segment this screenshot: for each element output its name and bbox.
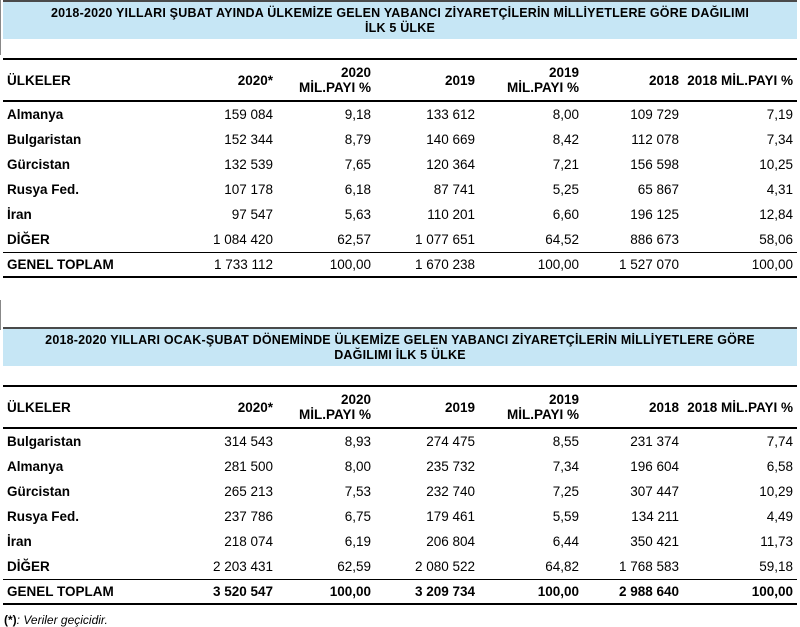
value-cell: 281 500 xyxy=(224,459,273,474)
value-cell: 10,25 xyxy=(759,157,793,172)
table-row xyxy=(3,127,797,152)
left-edge-line xyxy=(0,0,1,55)
value-cell: 12,84 xyxy=(759,207,793,222)
title-line-1: 2018-2020 YILLARI OCAK-ŞUBAT DÖNEMİNDE ÜLKEMİZE GELEN YABANCI ZİYARETÇİLERİN MİLLİYETLERE GÖRE xyxy=(45,333,755,347)
header-share-2018: 2018 MİL.PAYI % xyxy=(687,399,793,415)
header-2020: 2020* xyxy=(237,399,273,415)
value-cell: 4,49 xyxy=(766,509,793,524)
value-cell: 3 209 734 xyxy=(375,580,479,605)
value-cell: 9,18 xyxy=(344,107,371,122)
country-cell: DİĞER xyxy=(7,559,50,574)
footnote xyxy=(4,613,108,627)
table-block-february xyxy=(3,0,797,278)
header-share-2020: 2020 MİL.PAYI % xyxy=(298,65,371,95)
value-cell: 5,25 xyxy=(552,182,579,197)
value-cell: 11,73 xyxy=(760,534,793,549)
header-country: ÜLKELER xyxy=(7,399,71,415)
value-cell: 152 344 xyxy=(224,132,273,147)
visitors-table xyxy=(3,58,797,278)
header-2020: 2020* xyxy=(237,72,273,88)
value-cell: 133 612 xyxy=(426,107,475,122)
value-cell: 159 084 xyxy=(224,107,273,122)
value-cell: 8,79 xyxy=(344,132,371,147)
table-row xyxy=(3,479,797,504)
header-row xyxy=(3,386,797,428)
value-cell: 274 475 xyxy=(426,434,475,449)
value-cell: 7,19 xyxy=(766,107,793,122)
table-title xyxy=(3,0,797,39)
country-cell: Rusya Fed. xyxy=(7,509,80,524)
table-row xyxy=(3,504,797,529)
value-cell: 2 988 640 xyxy=(583,580,683,605)
value-cell: 64,52 xyxy=(545,232,579,247)
value-cell: 97 547 xyxy=(231,207,273,222)
footnote-text: : Veriler geçicidir. xyxy=(16,613,108,627)
value-cell: 7,25 xyxy=(552,484,579,499)
left-edge-line xyxy=(0,300,1,330)
value-cell: 59,18 xyxy=(759,559,793,574)
header-row xyxy=(3,59,797,101)
country-cell: İran xyxy=(7,534,32,549)
value-cell: 7,21 xyxy=(552,157,579,172)
value-cell: 314 543 xyxy=(224,434,273,449)
country-cell: İran xyxy=(7,207,32,222)
value-cell: 132 539 xyxy=(224,157,273,172)
table-row xyxy=(3,428,797,454)
value-cell: 109 729 xyxy=(630,107,679,122)
value-cell: 1 084 420 xyxy=(212,232,273,247)
footnote-mark: (*) xyxy=(4,613,17,627)
country-cell: Gürcistan xyxy=(7,157,71,172)
header-share-2019: 2019 MİL.PAYI % xyxy=(506,392,579,422)
country-cell: Rusya Fed. xyxy=(7,182,80,197)
total-row xyxy=(3,580,797,605)
value-cell: 7,34 xyxy=(552,459,579,474)
value-cell: 232 740 xyxy=(426,484,475,499)
value-cell: 1 733 112 xyxy=(179,253,277,278)
value-cell: 265 213 xyxy=(224,484,273,499)
value-cell: 134 211 xyxy=(631,509,679,524)
value-cell: 7,65 xyxy=(344,157,371,172)
header-share-2020: 2020 MİL.PAYI % xyxy=(298,392,371,422)
value-cell: 62,59 xyxy=(337,559,371,574)
country-cell: Bulgaristan xyxy=(7,434,82,449)
value-cell: 7,34 xyxy=(766,132,793,147)
value-cell: 7,53 xyxy=(344,484,371,499)
value-cell: 3 520 547 xyxy=(179,580,277,605)
value-cell: 2 203 431 xyxy=(212,559,273,574)
value-cell: 8,42 xyxy=(552,132,579,147)
title-line-2: DAĞILIMI İLK 5 ÜLKE xyxy=(334,348,466,362)
value-cell: 1 527 070 xyxy=(583,253,683,278)
value-cell: 7,74 xyxy=(766,434,793,449)
value-cell: 231 374 xyxy=(630,434,679,449)
value-cell: 1 077 651 xyxy=(414,232,475,247)
value-cell: 58,06 xyxy=(759,232,793,247)
table-row xyxy=(3,152,797,177)
value-cell: 100,00 xyxy=(479,253,583,278)
value-cell: 206 804 xyxy=(426,534,475,549)
header-2018: 2018 xyxy=(648,399,679,415)
value-cell: 196 125 xyxy=(630,207,679,222)
value-cell: 100,00 xyxy=(683,580,797,605)
value-cell: 6,44 xyxy=(552,534,579,549)
value-cell: 218 074 xyxy=(224,534,273,549)
value-cell: 6,60 xyxy=(552,207,579,222)
value-cell: 120 364 xyxy=(426,157,475,172)
country-cell: Almanya xyxy=(7,459,64,474)
value-cell: 307 447 xyxy=(630,484,679,499)
header-2019: 2019 xyxy=(444,399,475,415)
value-cell: 87 741 xyxy=(433,182,475,197)
table-title xyxy=(3,327,797,366)
value-cell: 6,75 xyxy=(344,509,371,524)
value-cell: 10,29 xyxy=(759,484,793,499)
header-2019: 2019 xyxy=(444,72,475,88)
value-cell: 1 670 238 xyxy=(375,253,479,278)
country-cell: GENEL TOPLAM xyxy=(3,253,179,278)
value-cell: 4,31 xyxy=(766,182,793,197)
country-cell: Bulgaristan xyxy=(7,132,82,147)
value-cell: 6,58 xyxy=(766,459,793,474)
header-share-2018: 2018 MİL.PAYI % xyxy=(687,72,793,88)
value-cell: 8,00 xyxy=(552,107,579,122)
value-cell: 8,55 xyxy=(552,434,579,449)
header-country: ÜLKELER xyxy=(7,72,71,88)
value-cell: 2 080 522 xyxy=(414,559,475,574)
table-row xyxy=(3,101,797,127)
visitors-table xyxy=(3,385,797,605)
title-line-1: 2018-2020 YILLARI ŞUBAT AYINDA ÜLKEMİZE GELEN YABANCI ZİYARETÇİLERİN MİLLİYETLERE GÖRE DAĞILIMI xyxy=(50,6,750,20)
value-cell: 100,00 xyxy=(277,253,375,278)
table-row xyxy=(3,454,797,479)
value-cell: 886 673 xyxy=(630,232,679,247)
header-2018: 2018 xyxy=(648,72,679,88)
value-cell: 100,00 xyxy=(479,580,583,605)
country-cell: Almanya xyxy=(7,107,64,122)
table-row xyxy=(3,554,797,580)
value-cell: 8,93 xyxy=(344,434,371,449)
table-row xyxy=(3,202,797,227)
value-cell: 112 078 xyxy=(631,132,679,147)
value-cell: 156 598 xyxy=(630,157,679,172)
value-cell: 6,19 xyxy=(344,534,371,549)
value-cell: 62,57 xyxy=(337,232,371,247)
value-cell: 64,82 xyxy=(545,559,579,574)
header-share-2019: 2019 MİL.PAYI % xyxy=(506,65,579,95)
total-row xyxy=(3,253,797,278)
value-cell: 65 867 xyxy=(637,182,679,197)
value-cell: 8,00 xyxy=(344,459,371,474)
value-cell: 100,00 xyxy=(683,253,797,278)
value-cell: 140 669 xyxy=(426,132,475,147)
table-row xyxy=(3,227,797,253)
value-cell: 196 604 xyxy=(630,459,679,474)
country-cell: Gürcistan xyxy=(7,484,71,499)
value-cell: 235 732 xyxy=(426,459,475,474)
value-cell: 1 768 583 xyxy=(618,559,679,574)
table-row xyxy=(3,177,797,202)
value-cell: 110 201 xyxy=(427,207,475,222)
value-cell: 5,59 xyxy=(552,509,579,524)
value-cell: 5,63 xyxy=(344,207,371,222)
table-row xyxy=(3,529,797,554)
value-cell: 237 786 xyxy=(224,509,273,524)
value-cell: 107 178 xyxy=(224,182,273,197)
value-cell: 350 421 xyxy=(630,534,679,549)
title-line-2: İLK 5 ÜLKE xyxy=(364,21,436,35)
table-block-jan-feb xyxy=(3,327,797,605)
country-cell: GENEL TOPLAM xyxy=(3,580,179,605)
value-cell: 179 461 xyxy=(426,509,475,524)
value-cell: 6,18 xyxy=(344,182,371,197)
value-cell: 100,00 xyxy=(277,580,375,605)
country-cell: DİĞER xyxy=(7,232,50,247)
